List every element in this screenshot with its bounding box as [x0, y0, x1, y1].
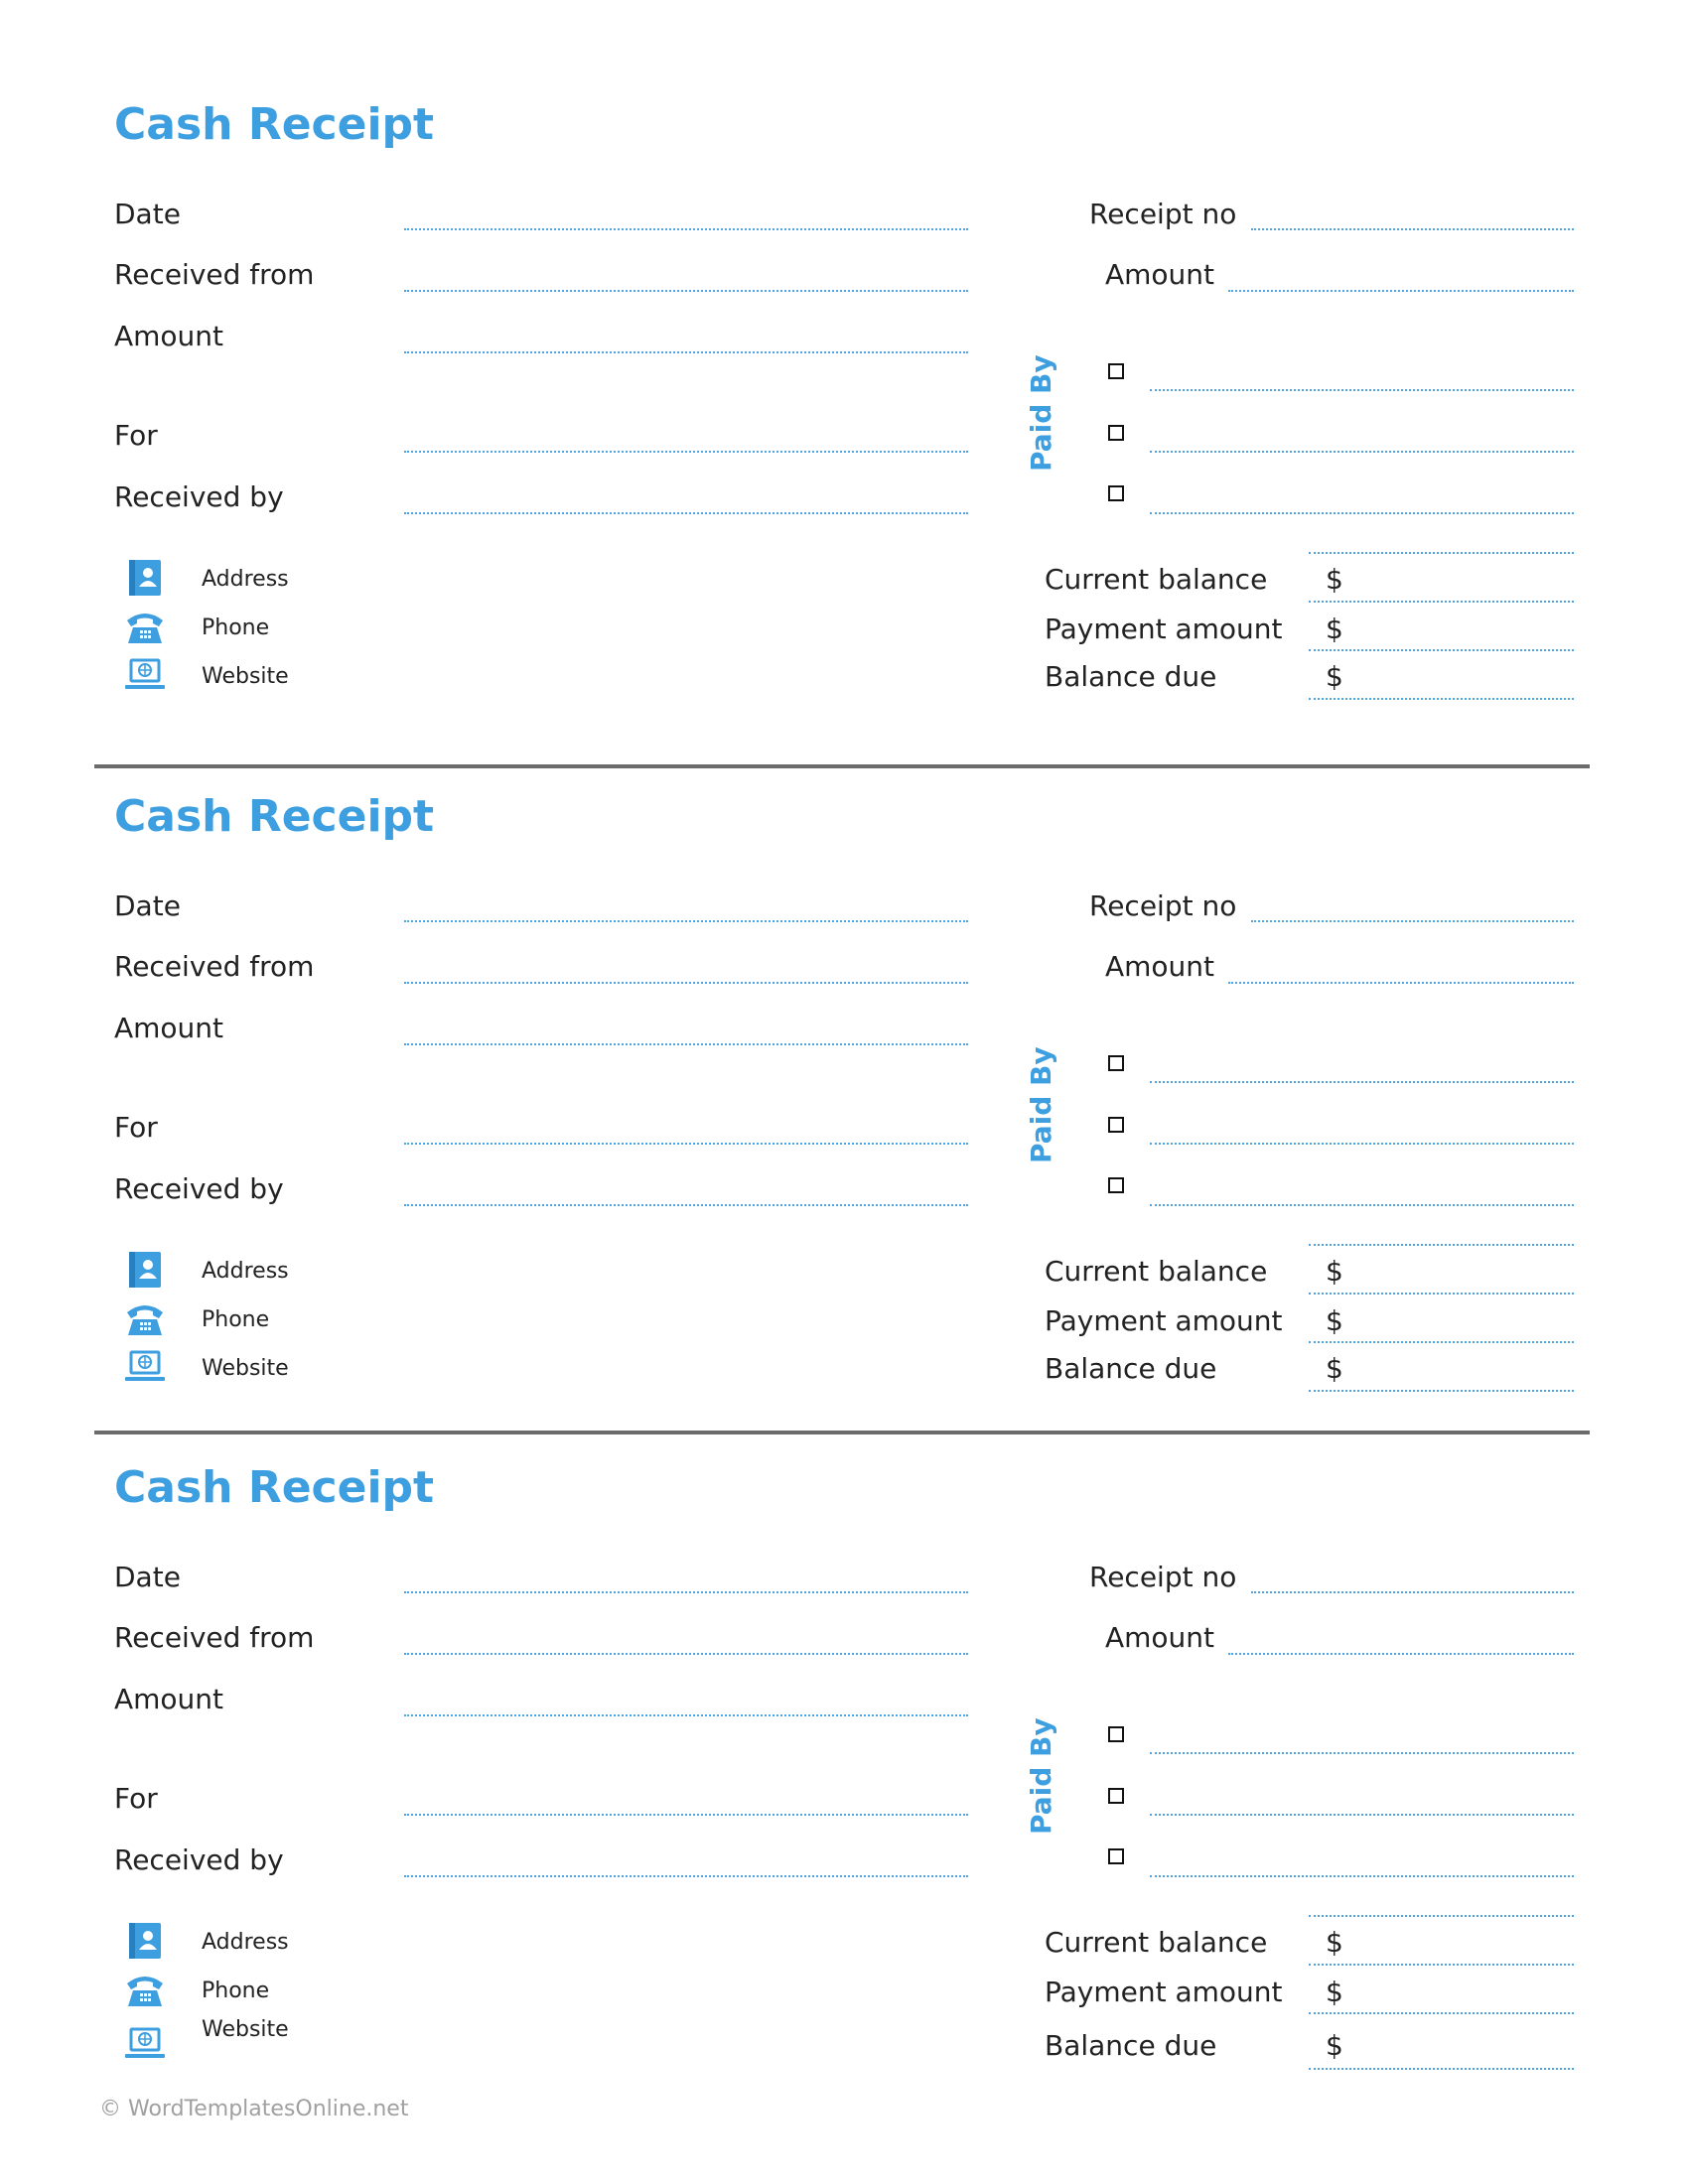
current-balance-label: Current balance [1045, 563, 1268, 596]
payment-method-field-1[interactable] [1150, 1081, 1574, 1083]
payment-amount-field[interactable] [1309, 2012, 1574, 2014]
current-balance-currency: $ [1326, 563, 1343, 596]
amount-field[interactable] [404, 351, 968, 353]
payment-amount-field[interactable] [1309, 649, 1574, 651]
date-label: Date [114, 889, 181, 922]
balance-top-rule [1309, 1244, 1574, 1246]
payment-method-field-1[interactable] [1150, 1752, 1574, 1754]
payment-method-checkbox-1[interactable] [1108, 1055, 1124, 1071]
for-field[interactable] [404, 1814, 968, 1816]
paid-by-label: Paid By [1025, 354, 1057, 472]
payment-amount-field[interactable] [1309, 1341, 1574, 1343]
receipt-no-field[interactable] [1251, 228, 1574, 230]
balance-due-currency: $ [1326, 1352, 1343, 1385]
right-amount-field[interactable] [1228, 290, 1574, 292]
for-label: For [114, 1111, 158, 1144]
contact-card-icon [124, 1922, 166, 1960]
receipt-no-label: Receipt no [1089, 1561, 1237, 1593]
date-field[interactable] [404, 228, 968, 230]
payment-method-checkbox-3[interactable] [1108, 1177, 1124, 1193]
telephone-icon [124, 608, 166, 645]
right-amount-label: Amount [1105, 1621, 1215, 1654]
for-field[interactable] [404, 1143, 968, 1145]
received-by-field[interactable] [404, 1204, 968, 1206]
amount-field[interactable] [404, 1043, 968, 1045]
payment-amount-label: Payment amount [1045, 613, 1283, 645]
paid-by-label: Paid By [1025, 1717, 1057, 1835]
address-label: Address [202, 1930, 289, 1955]
payment-amount-currency: $ [1326, 613, 1343, 645]
received-from-label: Received from [114, 950, 315, 983]
date-label: Date [114, 1561, 181, 1593]
received-from-field[interactable] [404, 982, 968, 984]
receipt-title: Cash Receipt [114, 1462, 435, 1513]
received-from-field[interactable] [404, 290, 968, 292]
balance-due-label: Balance due [1045, 1352, 1217, 1385]
date-field[interactable] [404, 1591, 968, 1593]
right-amount-label: Amount [1105, 258, 1215, 291]
current-balance-label: Current balance [1045, 1926, 1268, 1959]
current-balance-currency: $ [1326, 1255, 1343, 1288]
payment-method-field-2[interactable] [1150, 451, 1574, 453]
current-balance-field[interactable] [1309, 601, 1574, 603]
payment-method-field-2[interactable] [1150, 1143, 1574, 1145]
payment-amount-label: Payment amount [1045, 1976, 1283, 2008]
payment-method-checkbox-2[interactable] [1108, 1788, 1124, 1804]
receipt-no-field[interactable] [1251, 920, 1574, 922]
current-balance-currency: $ [1326, 1926, 1343, 1959]
balance-due-label: Balance due [1045, 2029, 1217, 2062]
amount-label: Amount [114, 1683, 224, 1715]
receipt-2 [0, 692, 1688, 1385]
amount-label: Amount [114, 320, 224, 352]
balance-due-currency: $ [1326, 2029, 1343, 2062]
right-amount-field[interactable] [1228, 982, 1574, 984]
receipt-no-field[interactable] [1251, 1591, 1574, 1593]
phone-label: Phone [202, 615, 270, 640]
balance-top-rule [1309, 552, 1574, 554]
amount-label: Amount [114, 1012, 224, 1044]
amount-field[interactable] [404, 1714, 968, 1716]
for-label: For [114, 419, 158, 452]
balance-due-currency: $ [1326, 660, 1343, 693]
right-amount-field[interactable] [1228, 1653, 1574, 1655]
current-balance-field[interactable] [1309, 1964, 1574, 1966]
website-label: Website [202, 2017, 289, 2042]
for-field[interactable] [404, 451, 968, 453]
payment-method-checkbox-2[interactable] [1108, 1117, 1124, 1133]
telephone-icon [124, 1971, 166, 2008]
date-label: Date [114, 198, 181, 230]
payment-method-checkbox-1[interactable] [1108, 1726, 1124, 1742]
received-by-label: Received by [114, 1843, 284, 1876]
payment-amount-currency: $ [1326, 1304, 1343, 1337]
phone-label: Phone [202, 1307, 270, 1332]
payment-method-checkbox-2[interactable] [1108, 425, 1124, 441]
right-amount-label: Amount [1105, 950, 1215, 983]
current-balance-field[interactable] [1309, 1293, 1574, 1295]
payment-method-field-3[interactable] [1150, 1875, 1574, 1877]
phone-label: Phone [202, 1979, 270, 2003]
for-label: For [114, 1782, 158, 1815]
receipt-no-label: Receipt no [1089, 889, 1237, 922]
website-label: Website [202, 664, 289, 689]
payment-method-field-3[interactable] [1150, 512, 1574, 514]
receipt-3 [0, 1363, 1688, 2062]
paid-by-label: Paid By [1025, 1046, 1057, 1163]
payment-method-checkbox-3[interactable] [1108, 1848, 1124, 1864]
received-from-label: Received from [114, 258, 315, 291]
received-by-field[interactable] [404, 1875, 968, 1877]
received-from-field[interactable] [404, 1653, 968, 1655]
receipt-1 [0, 0, 1688, 693]
payment-method-checkbox-1[interactable] [1108, 363, 1124, 379]
current-balance-label: Current balance [1045, 1255, 1268, 1288]
received-by-field[interactable] [404, 512, 968, 514]
telephone-icon [124, 1299, 166, 1337]
balance-due-field[interactable] [1309, 2068, 1574, 2070]
laptop-globe-icon [124, 656, 166, 694]
payment-method-field-3[interactable] [1150, 1204, 1574, 1206]
date-field[interactable] [404, 920, 968, 922]
address-label: Address [202, 1259, 289, 1284]
receipt-title: Cash Receipt [114, 791, 435, 842]
contact-card-icon [124, 1251, 166, 1289]
received-by-label: Received by [114, 480, 284, 513]
payment-method-field-2[interactable] [1150, 1814, 1574, 1816]
contact-card-icon [124, 559, 166, 597]
footer-copyright: © WordTemplatesOnline.net [99, 2097, 409, 2121]
balance-due-label: Balance due [1045, 660, 1217, 693]
payment-amount-label: Payment amount [1045, 1304, 1283, 1337]
payment-amount-currency: $ [1326, 1976, 1343, 2008]
received-by-label: Received by [114, 1172, 284, 1205]
payment-method-checkbox-3[interactable] [1108, 485, 1124, 501]
receipt-title: Cash Receipt [114, 99, 435, 150]
address-label: Address [202, 567, 289, 592]
receipt-no-label: Receipt no [1089, 198, 1237, 230]
website-label: Website [202, 1356, 289, 1381]
received-from-label: Received from [114, 1621, 315, 1654]
balance-top-rule [1309, 1915, 1574, 1917]
payment-method-field-1[interactable] [1150, 389, 1574, 391]
laptop-globe-icon [124, 2025, 166, 2063]
